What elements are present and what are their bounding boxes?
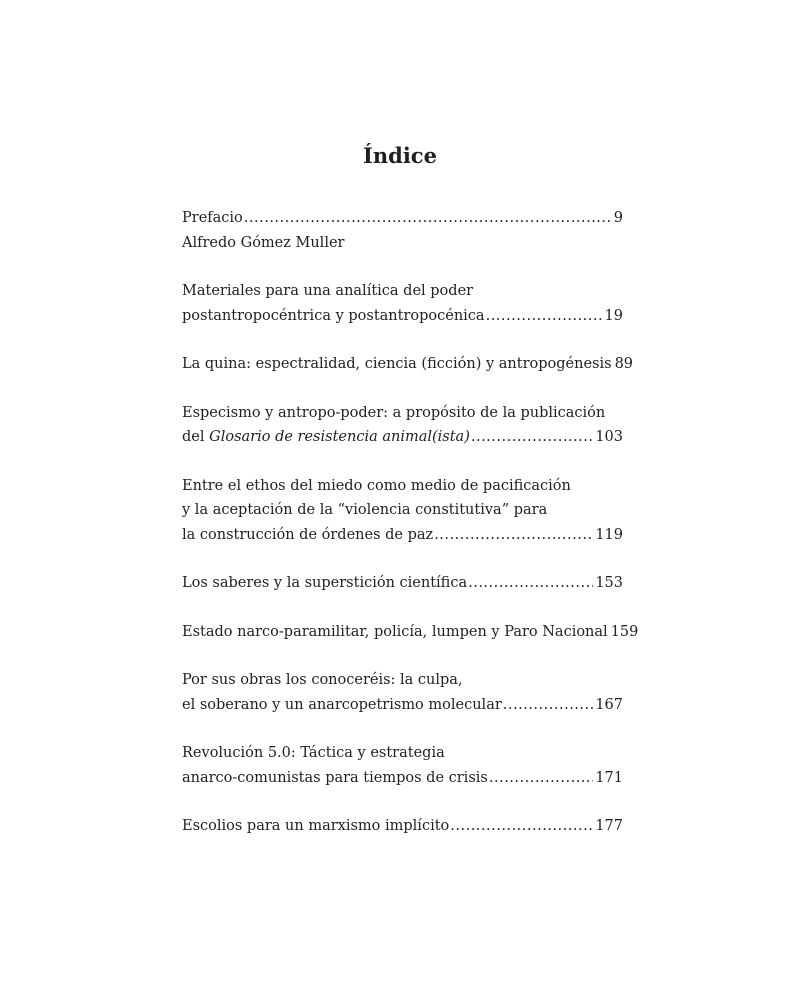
toc-title-text: Alfredo Gómez Muller	[182, 234, 345, 251]
toc-title-text: la construcción de órdenes de paz	[182, 526, 434, 543]
page-number: 103	[595, 429, 623, 445]
toc-entry-title	[182, 206, 243, 231]
dot-leader	[486, 304, 603, 329]
toc-line	[182, 304, 623, 329]
toc-title-text: el soberano y un anarcopetrismo molecular	[182, 696, 502, 713]
toc-line	[182, 498, 623, 523]
toc-line	[182, 231, 623, 256]
toc-entry-title	[182, 425, 470, 450]
toc-line	[182, 279, 623, 304]
toc-title-text: postantropocéntrica y postantropocénica	[182, 307, 485, 324]
toc-title-text: Materiales para una analítica del poder	[182, 283, 474, 299]
dot-leader	[434, 523, 593, 548]
toc-entry-title	[182, 571, 467, 596]
toc-entry[interactable]	[182, 474, 623, 548]
toc-entry-title	[182, 498, 547, 523]
toc-entry[interactable]	[182, 814, 623, 839]
toc-entry-title	[182, 766, 488, 791]
toc-line	[182, 693, 623, 718]
toc-entry[interactable]	[182, 741, 623, 790]
toc-title-text: Los saberes y la superstición científica	[182, 575, 468, 591]
toc-title-text: Prefacio	[182, 210, 243, 226]
toc-entry[interactable]	[182, 620, 639, 645]
toc-entry[interactable]	[182, 668, 623, 717]
toc-line	[182, 425, 623, 450]
toc-entry-title	[182, 523, 433, 548]
toc-entry-title	[182, 401, 605, 426]
toc-entry-title	[182, 620, 608, 645]
page-number: 119	[595, 526, 623, 543]
toc-title-text: Entre el ethos del miedo como medio de pacificación	[182, 477, 571, 494]
toc-title-text: y la aceptación de la “violencia constitutiva” para	[182, 502, 548, 518]
toc-title-text: Revolución 5.0: Táctica y estrategia	[182, 745, 445, 761]
page-number: 153	[595, 575, 623, 591]
page-number: 177	[595, 818, 623, 834]
toc-line	[182, 523, 623, 548]
toc-entry-title	[182, 668, 463, 693]
toc-line	[182, 401, 623, 426]
dot-leader	[244, 206, 612, 231]
table-of-contents	[182, 206, 639, 863]
toc-line	[182, 814, 623, 839]
toc-entry[interactable]	[182, 571, 623, 596]
page-title: Índice	[363, 143, 437, 169]
dot-leader	[471, 425, 593, 450]
dot-leader	[503, 693, 594, 718]
page-number: 19	[604, 307, 623, 324]
page-number: 167	[595, 696, 623, 713]
toc-title-text: Estado narco-paramilitar, policía, lumpen y Paro Nacional	[182, 623, 608, 640]
toc-title-italic: Glosario de resistencia animal(ista)	[209, 429, 470, 445]
toc-entry[interactable]	[182, 279, 623, 328]
toc-entry-title	[182, 352, 612, 377]
toc-title-text: Por sus obras los conoceréis: la culpa,	[182, 672, 463, 688]
toc-entry-title	[182, 231, 344, 256]
toc-entry-title	[182, 741, 445, 766]
toc-entry[interactable]	[182, 401, 623, 450]
toc-entry-title	[182, 814, 449, 839]
toc-line	[182, 741, 623, 766]
toc-entry-title	[182, 693, 502, 718]
toc-entry-title	[182, 304, 485, 329]
toc-title-text: anarco-comunistas para tiempos de crisis	[182, 769, 488, 786]
page-number: 159	[610, 623, 639, 640]
toc-line	[182, 352, 634, 377]
page-number: 171	[595, 769, 623, 786]
page-number: 89	[614, 356, 634, 372]
dot-leader	[450, 814, 593, 839]
toc-title-text: del	[182, 429, 210, 445]
toc-line	[182, 206, 623, 231]
toc-line	[182, 620, 639, 645]
toc-title-text: Escolios para un marxismo implícito	[182, 818, 450, 834]
toc-line	[182, 668, 623, 693]
dot-leader	[468, 571, 593, 596]
toc-entry-title	[182, 474, 571, 499]
dot-leader	[489, 766, 593, 791]
toc-line	[182, 766, 623, 791]
toc-entry[interactable]	[182, 206, 623, 255]
toc-entry-title	[182, 279, 473, 304]
toc-entry[interactable]	[182, 352, 634, 377]
toc-title-text: La quina: espectralidad, ciencia (ficción) y antropogénesis	[182, 356, 612, 372]
toc-title-text: Especismo y antropo-poder: a propósito de la publicación	[182, 404, 606, 421]
toc-line	[182, 474, 623, 499]
page-number: 9	[613, 210, 623, 226]
toc-line	[182, 571, 623, 596]
